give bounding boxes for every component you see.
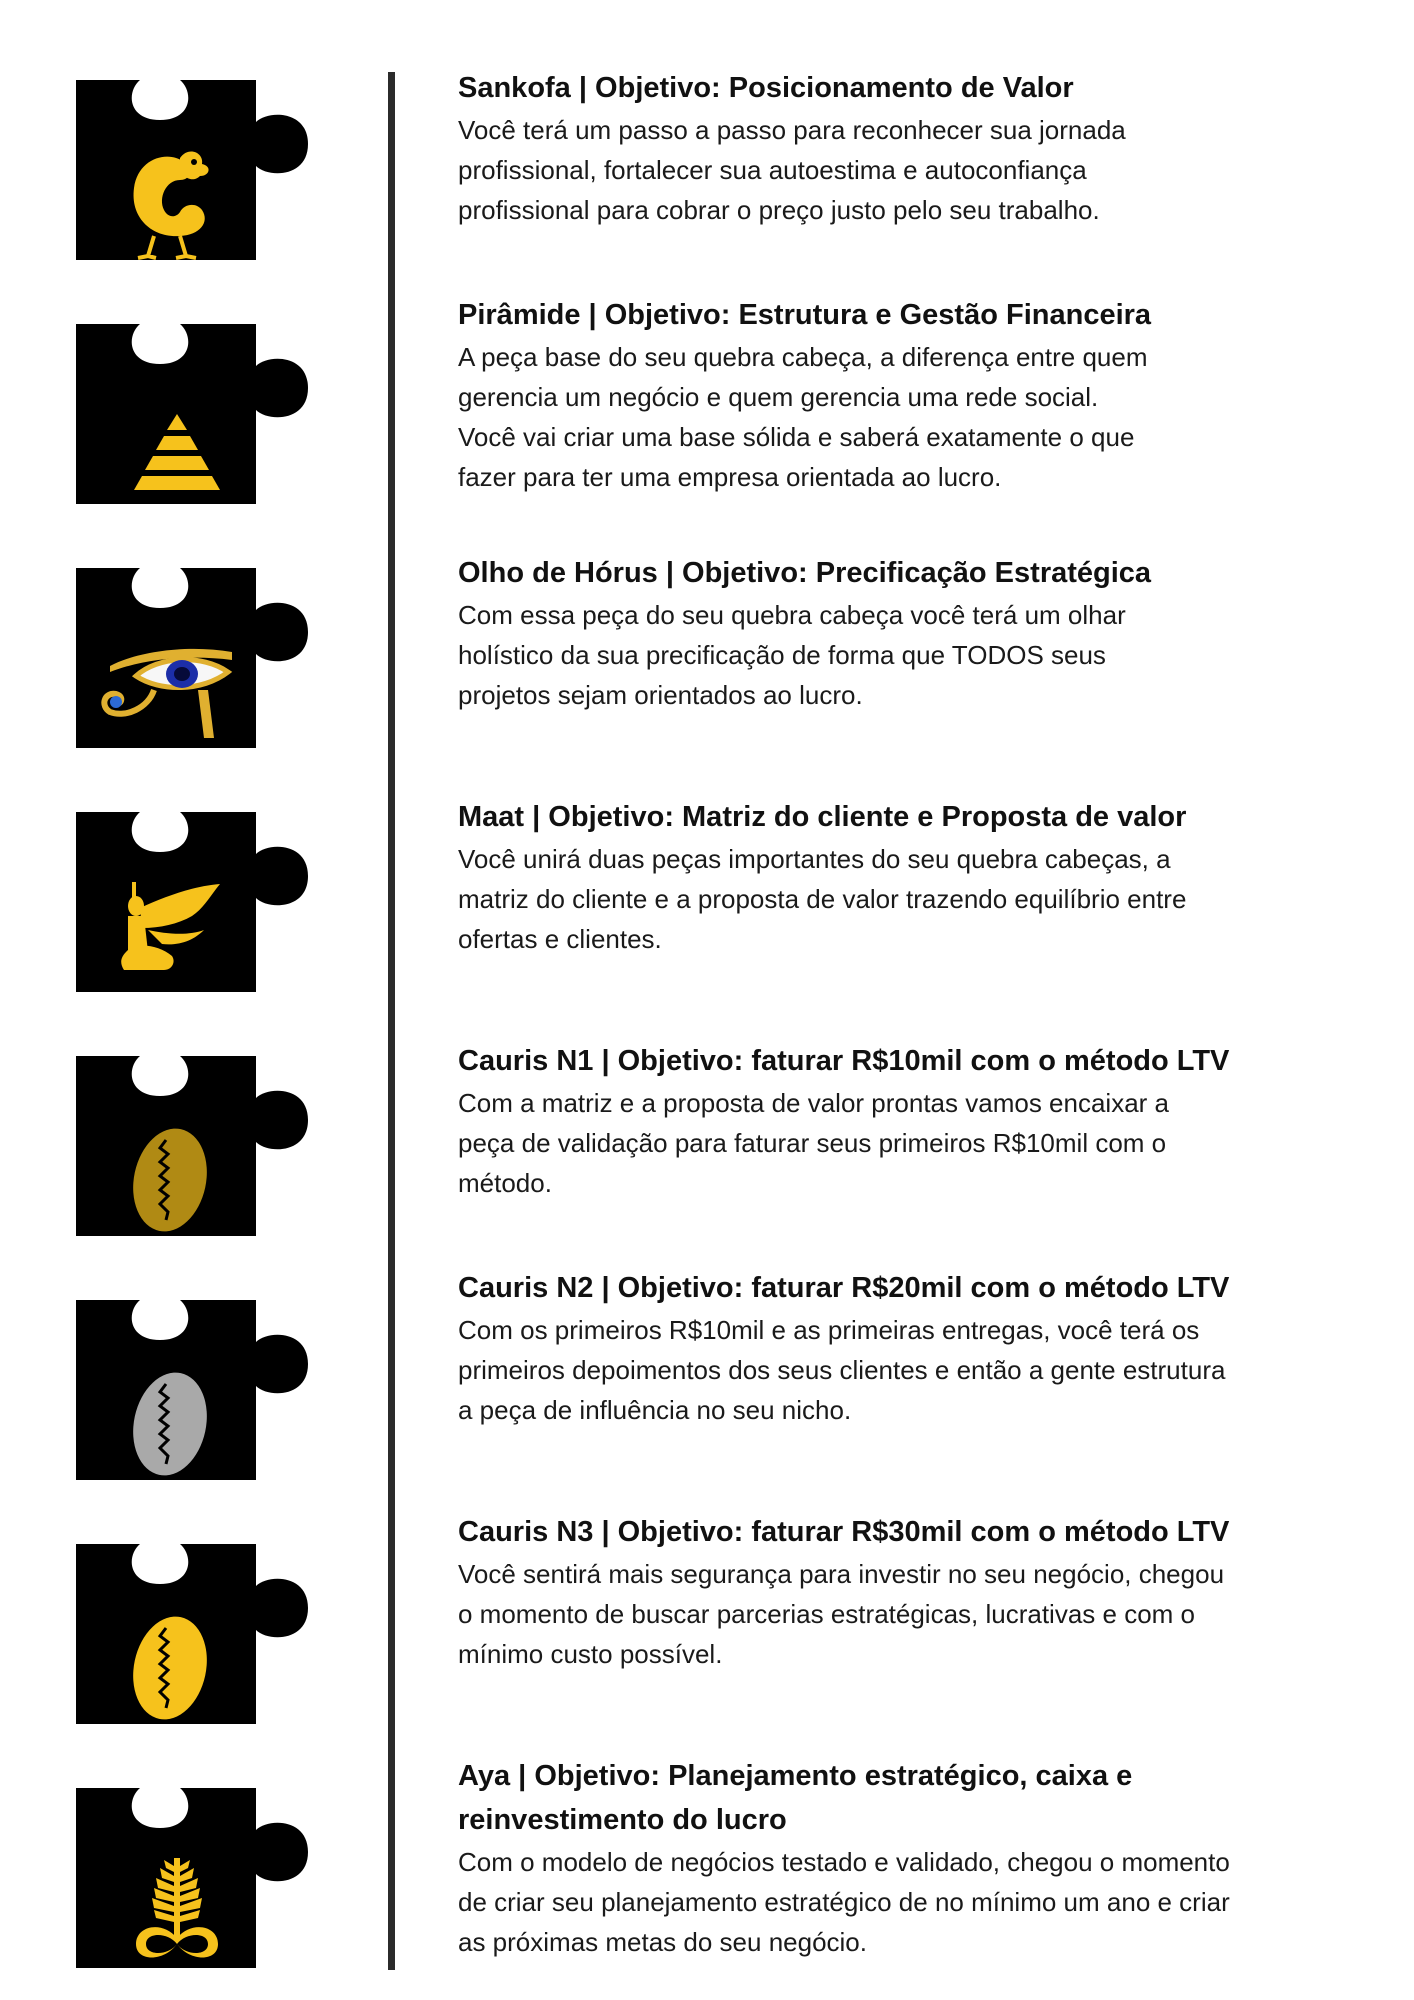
module-description-line: Com a matriz e a proposta de valor prontas vamos encaixar a — [458, 1088, 1170, 1118]
module-cauris-n2 — [458, 1266, 1338, 1430]
module-title: Olho de Hórus | Objetivo: Precificação Estratégica — [458, 557, 1152, 589]
module-description-line: de criar seu planejamento estratégico de no mínimo um ano e criar — [458, 1887, 1230, 1917]
puzzle-piece-sankofa — [76, 80, 312, 260]
vertical-divider — [388, 72, 395, 1970]
puzzle-piece-piramide — [76, 324, 312, 504]
module-description-line: profissional, fortalecer sua autoestima e autoconfiança — [458, 155, 1087, 185]
module-description-line: projetos sejam orientados ao lucro. — [458, 680, 863, 710]
module-description-line: gerencia um negócio e quem gerencia uma rede social. — [458, 382, 1099, 412]
module-description-line: o momento de buscar parcerias estratégicas, lucrativas e com o — [458, 1599, 1196, 1629]
module-title: Sankofa | Objetivo: Posicionamento de Valor — [458, 72, 1074, 104]
module-description-line: Você unirá duas peças importantes do seu quebra cabeças, a — [458, 844, 1171, 874]
module-description-line: a peça de influência no seu nicho. — [458, 1395, 852, 1425]
puzzle-piece-olho-de-horus — [76, 568, 312, 748]
module-description-line: Com essa peça do seu quebra cabeça você terá um olhar — [458, 600, 1126, 630]
module-description-line: holístico da sua precificação de forma que TODOS seus — [458, 640, 1106, 670]
module-description-line: matriz do cliente e a proposta de valor trazendo equilíbrio entre — [458, 884, 1187, 914]
puzzle-piece-maat — [76, 812, 312, 992]
module-description-line: A peça base do seu quebra cabeça, a diferença entre quem — [458, 342, 1148, 372]
module-description-line: método. — [458, 1168, 552, 1198]
module-description-line: mínimo custo possível. — [458, 1639, 723, 1669]
module-description-line: Você sentirá mais segurança para investir no seu negócio, chegou — [458, 1559, 1225, 1589]
module-cauris-n1 — [458, 1039, 1338, 1203]
module-description-line: as próximas metas do seu negócio. — [458, 1927, 867, 1957]
module-description-line: peça de validação para faturar seus primeiros R$10mil com o — [458, 1128, 1167, 1158]
module-title: Maat | Objetivo: Matriz do cliente e Proposta de valor — [458, 801, 1187, 833]
module-maat — [458, 795, 1338, 959]
module-description-line: profissional para cobrar o preço justo pelo seu trabalho. — [458, 195, 1100, 225]
module-sankofa — [458, 66, 1338, 230]
puzzle-piece-aya — [76, 1788, 312, 1968]
module-cauris-n3 — [458, 1510, 1338, 1674]
module-aya — [458, 1754, 1338, 1962]
module-description-line: Com o modelo de negócios testado e validado, chegou o momento — [458, 1847, 1230, 1877]
puzzle-piece-cauris-n3 — [76, 1544, 312, 1724]
module-title: Pirâmide | Objetivo: Estrutura e Gestão Financeira — [458, 299, 1152, 331]
module-description-line: Com os primeiros R$10mil e as primeiras entregas, você terá os — [458, 1315, 1200, 1345]
module-description-line: ofertas e clientes. — [458, 924, 662, 954]
module-title: Cauris N1 | Objetivo: faturar R$10mil com o método LTV — [458, 1045, 1230, 1077]
module-title: Cauris N3 | Objetivo: faturar R$30mil com o método LTV — [458, 1516, 1230, 1548]
module-title: Aya | Objetivo: Planejamento estratégico, caixa e reinvestimento do lucro — [458, 1760, 1133, 1836]
module-description-line: Você vai criar uma base sólida e saberá exatamente o que — [458, 422, 1135, 452]
module-piramide — [458, 293, 1338, 497]
module-description-line: fazer para ter uma empresa orientada ao lucro. — [458, 462, 1002, 492]
puzzle-piece-cauris-n2 — [76, 1300, 312, 1480]
module-title: Cauris N2 | Objetivo: faturar R$20mil com o método LTV — [458, 1272, 1230, 1304]
module-olho-de-horus — [458, 551, 1338, 715]
module-description-line: Você terá um passo a passo para reconhecer sua jornada — [458, 115, 1126, 145]
module-description-line: primeiros depoimentos dos seus clientes e então a gente estrutura — [458, 1355, 1226, 1385]
puzzle-piece-cauris-n1 — [76, 1056, 312, 1236]
